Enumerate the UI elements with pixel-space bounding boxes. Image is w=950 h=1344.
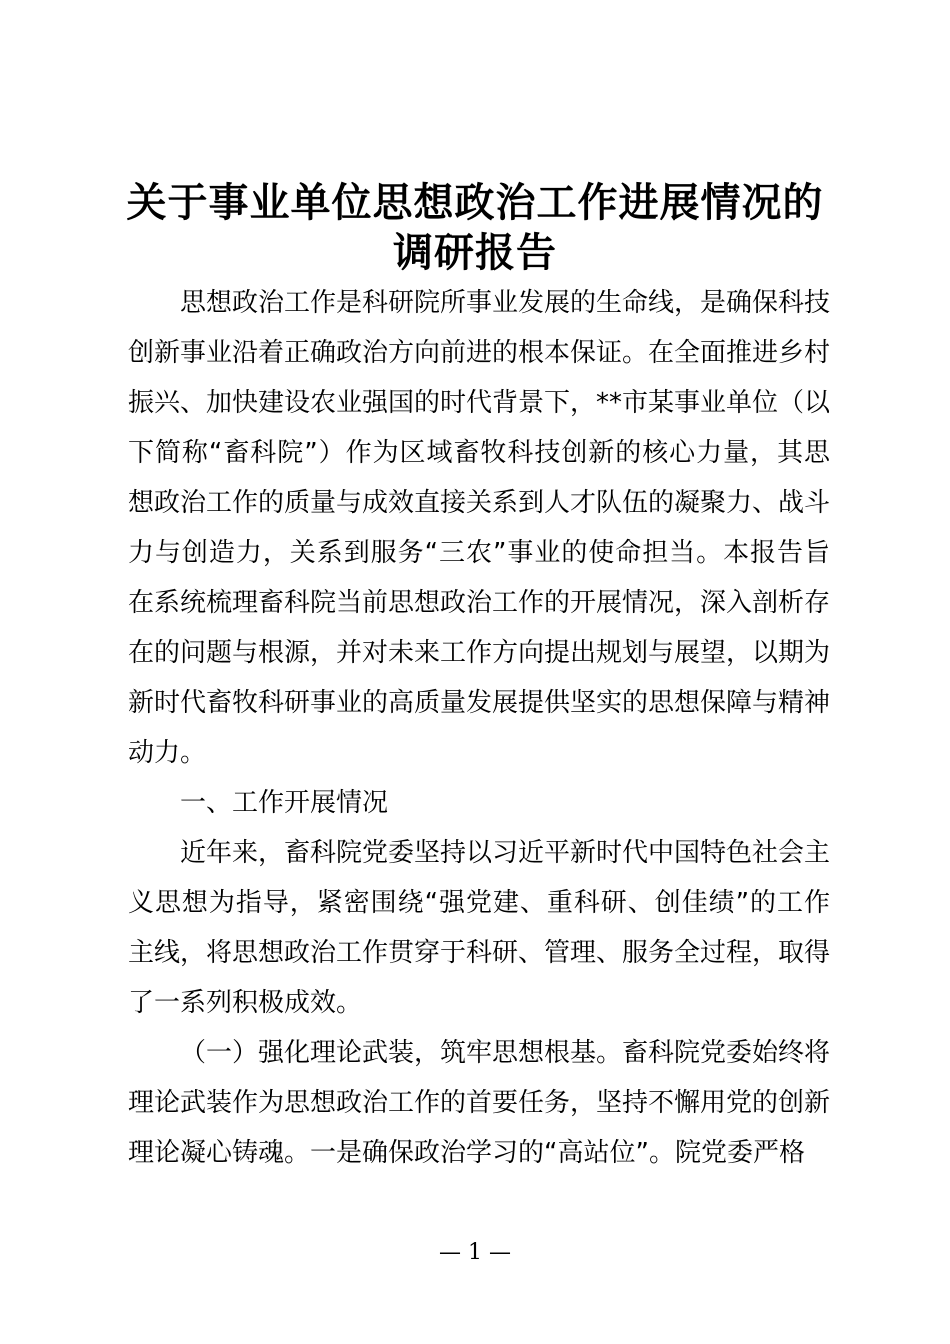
title-line-2: 调研报告: [393, 229, 557, 276]
section-paragraph: 近年来，畜科院党委坚持以习近平新时代中国特色社会主义思想为指导，紧密围绕“强党建、重科研、创佳绩”的工作主线，将思想政治工作贯穿于科研、管理、服务全过程，取得了一系列积极成效。: [128, 838, 831, 1018]
page-number: — 1 —: [439, 1240, 511, 1265]
title-line-1: 关于事业单位思想政治工作进展情况的: [126, 179, 824, 226]
subsection-paragraph: （一）强化理论武装，筑牢思想根基。畜科院党委始终将理论武装作为思想政治工作的首要任务，坚持不懈用党的创新理论凝心铸魂。一是确保政治学习的“高站位”。院党委严格: [128, 1038, 831, 1168]
section-heading: 一、工作开展情况: [180, 788, 389, 818]
document-title: [120, 178, 830, 278]
document-body: [128, 278, 830, 1178]
intro-paragraph: 思想政治工作是科研院所事业发展的生命线，是确保科技创新事业沿着正确政治方向前进的根本保证。在全面推进乡村振兴、加快建设农业强国的时代背景下，**市某事业单位（以下简称“畜科院”）作为区域畜牧科技创新的核心力量，其思想政治工作的质量与成效直接关系到人才队伍的凝聚力、战斗力与创造力，关系到服务“三农”事业的使命担当。本报告旨在系统梳理畜科院当前思想政治工作的开展情况，深入剖析存在的问题与根源，并对未来工作方向提出规划与展望，以期为新时代畜牧科研事业的高质量发展提供坚实的思想保障与精神动力。: [128, 288, 831, 768]
